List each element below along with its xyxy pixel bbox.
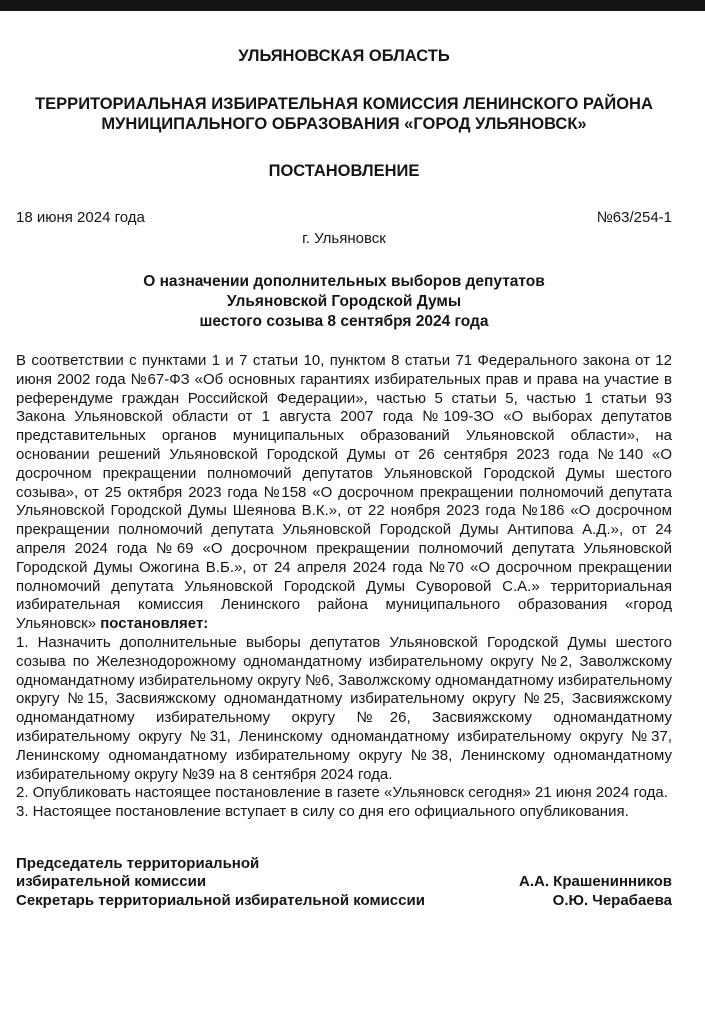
resolution-item-3: 3. Настоящее постановление вступает в силу со дня его официального опубликования.	[16, 803, 629, 821]
subject-line-1: О назначении дополнительных выборов депутатов	[143, 273, 545, 290]
commission-heading-line-2: МУНИЦИПАЛЬНОГО ОБРАЗОВАНИЯ «ГОРОД УЛЬЯНОВСК»	[101, 115, 587, 133]
secretary-signature-row	[16, 892, 672, 911]
signature-block	[16, 855, 672, 911]
preamble-paragraph	[16, 352, 672, 634]
chair-title-line-2: избирательной комиссии	[16, 873, 207, 891]
chair-name: А.А. Крашенинников	[519, 873, 672, 891]
document-type-title: ПОСТАНОВЛЕНИЕ	[268, 162, 420, 180]
document-subject	[16, 272, 672, 332]
document-date: 18 июня 2024 года	[16, 209, 145, 226]
commission-heading	[16, 94, 672, 134]
document-body	[16, 352, 672, 822]
chair-title-line-1: Председатель территориальной	[16, 854, 260, 872]
secretary-title: Секретарь территориальной избирательной комиссии	[16, 891, 425, 909]
preamble-text: В соответствии с пунктами 1 и 7 статьи 10, пунктом 8 статьи 71 Федерального закона от 12 июня 2002 года №67-ФЗ «Об основных гарантиях избирательных прав и права на участие в референдуме граждан Российской Федерации», частью 5 статьи 5, частью 1 статьи 93 Закона Ульяновской области от 1 августа 2007 года №109-ЗО «О выборах депутатов представительных органов муниципальных образований Ульяновской области», на основании решений Ульяновской Городской Думы от 26 сентября 2023 года №140 «О досрочном прекращении полномочий депутатов Ульяновской Городской Думы шестого созыва», от 25 октября 2023 года №158 «О досрочном прекращении полномочий депутата Ульяновской Городской Думы Шеянова В.К.», от 22 ноября 2023 года №186 «О досрочном прекращении полномочий депутата Ульяновской Городской Думы Антипова А.Д.», от 24 апреля 2024 года №69 «О досрочном прекращении полномочий депутата Ульяновской Городской Думы Ожогина В.Б.», от 24 апреля 2024 года №70 «О досрочном прекращении полномочий депутата Ульяновской Городской Думы Суворовой С.А.» территориальная избирательная комиссия Ленинского района муниципального образования «город Ульяновск»	[16, 352, 672, 633]
document-page	[16, 40, 672, 910]
commission-heading-line-1: ТЕРРИТОРИАЛЬНАЯ ИЗБИРАТЕЛЬНАЯ КОМИССИЯ ЛЕНИНСКОГО РАЙОНА	[35, 95, 653, 113]
subject-line-2: Ульяновской Городской Думы	[226, 293, 462, 310]
document-meta-row	[16, 209, 672, 227]
document-number: №63/254-1	[596, 209, 672, 226]
resolution-item-2: 2. Опубликовать настоящее постановление в газете «Ульяновск сегодня» 21 июня 2024 года.	[16, 784, 668, 802]
secretary-name: О.Ю. Черабаева	[552, 891, 672, 909]
region-heading: УЛЬЯНОВСКАЯ ОБЛАСТЬ	[238, 47, 450, 65]
top-border-bar	[0, 0, 705, 11]
resolves-keyword: постановляет:	[100, 615, 209, 633]
resolution-item-1: 1. Назначить дополнительные выборы депутатов Ульяновской Городской Думы шестого созыва по Железнодорожному одномандатному избирательному округу №2, Заволжскому одномандатному избирательному округу №6, Заволжскому одномандатному избирательному округу №15, Засвияжскому одномандатному избирательному округу №25, Засвияжскому одномандатному избирательному округу №26, Засвияжскому одномандатному избирательному округу №31, Ленинскому одномандатному избирательному округу №37, Ленинскому одномандатному избирательному округу №38, Ленинскому одномандатному избирательному округу №39 на 8 сентября 2024 года.	[16, 633, 672, 783]
subject-line-3: шестого созыва 8 сентября 2024 года	[199, 313, 489, 330]
chair-signature-row	[16, 873, 672, 892]
document-city: г. Ульяновск	[302, 230, 386, 247]
